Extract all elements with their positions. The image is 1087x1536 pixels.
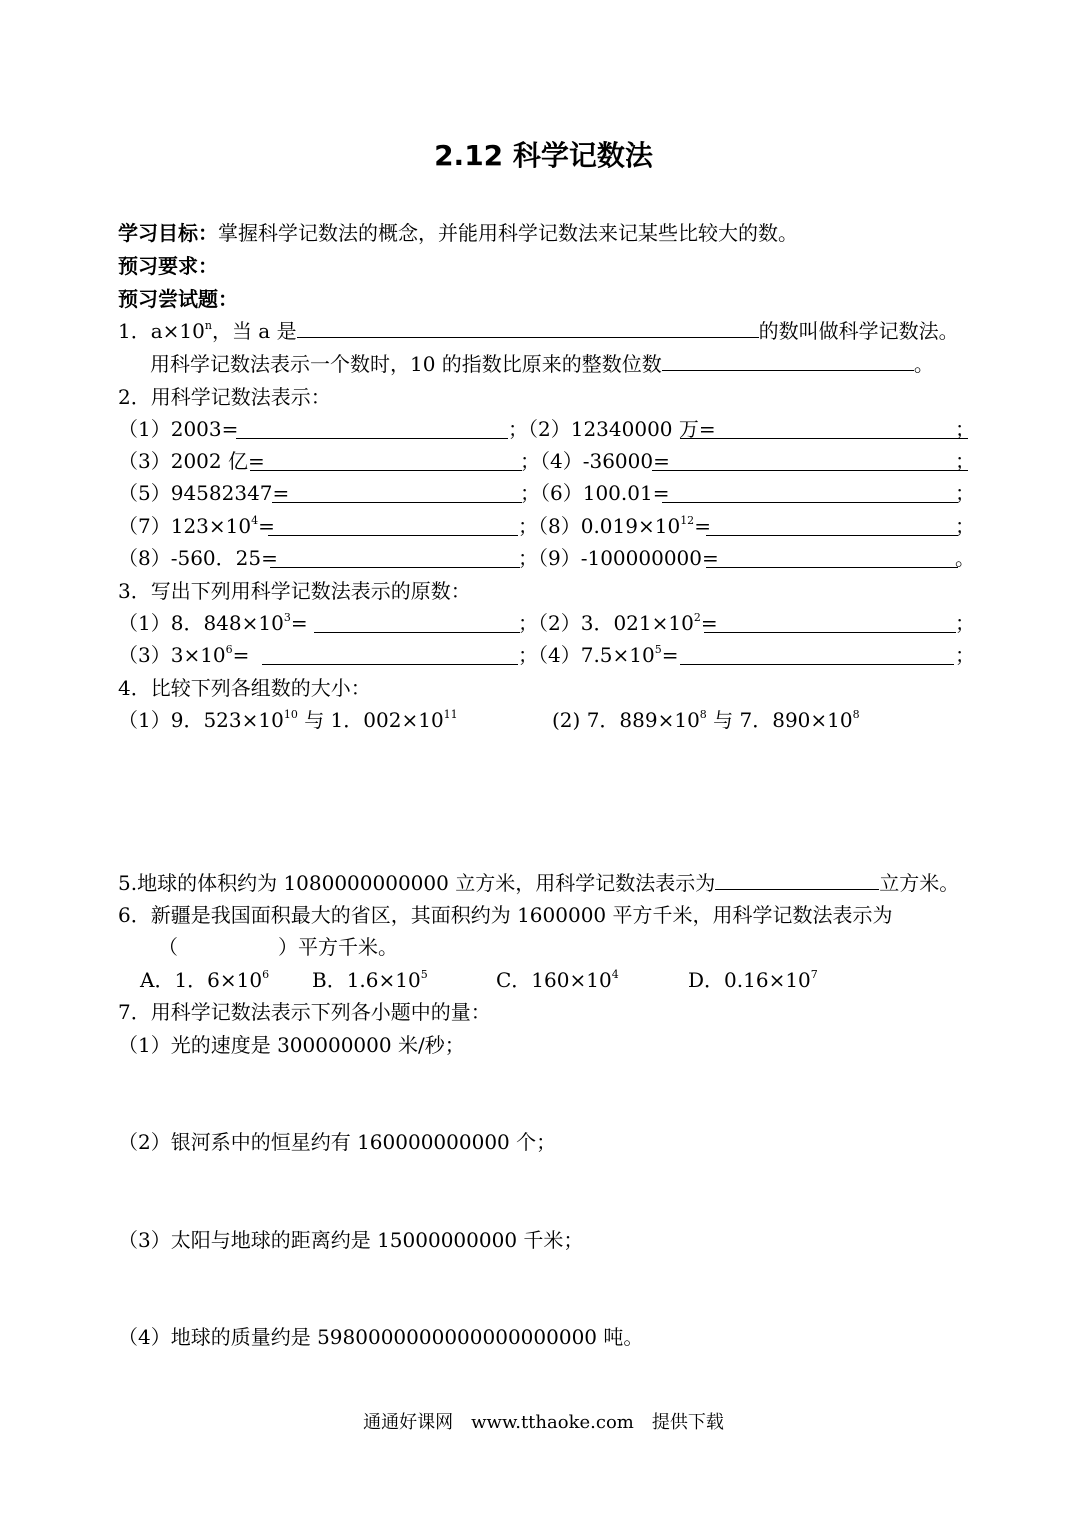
learning-objective — [118, 218, 798, 248]
question-2-row: （5）94582347= — [118, 481, 290, 505]
answer-blank[interactable] — [268, 515, 518, 536]
option-c[interactable]: C．$160\times 10^4$ — [496, 968, 619, 992]
answer-blank[interactable] — [680, 418, 968, 439]
objective-text: 掌握科学记数法的概念，并能用科学记数法来记某些比较大的数。 — [218, 221, 798, 245]
question-2-heading: 2．用科学记数法表示： — [118, 385, 331, 409]
answer-blank[interactable] — [250, 450, 522, 471]
requirements-label: 预习要求： — [118, 254, 218, 278]
punctuation: ； — [955, 449, 975, 473]
answer-blank[interactable] — [262, 644, 518, 665]
question-5: 5.地球的体积约为 1080000000000 立方米，用科学记数法表示为 立方米。 — [118, 871, 960, 895]
question-2-row-part: ；（6）100.01= — [520, 481, 670, 505]
question-2-row-part: ；$(8)0.019\times 10^{12}=$ — [518, 514, 711, 538]
answer-blank[interactable] — [704, 612, 956, 633]
question-7-part-2: （2）银河系中的恒星约有 160000000000 个； — [118, 1130, 557, 1154]
option-d[interactable]: D．$0.16\times 10^7$ — [688, 968, 818, 992]
answer-blank[interactable] — [706, 547, 958, 568]
question-2-row-part: ；（9）-100000000= — [518, 546, 719, 570]
answer-blank[interactable] — [270, 547, 520, 568]
answer-blank[interactable] — [652, 450, 968, 471]
punctuation: 。 — [955, 546, 975, 570]
question-4-part-2: (2) 7．$889\times 10^8$ 与 7．$890\times 10^8$ — [552, 708, 860, 732]
question-3-heading: 3．写出下列用科学记数法表示的原数： — [118, 579, 471, 603]
punctuation: ； — [955, 514, 975, 538]
question-3-row: （1）8．$848\times 10^3=$ — [118, 611, 308, 635]
question-7-part-4: （4）地球的质量约是 5980000000000000000000 吨。 — [118, 1325, 644, 1349]
answer-blank[interactable] — [680, 644, 954, 665]
question-4-part-1: （1）9．$523\times 10^{10}$ 与 1．$002\times 10^{11}$ — [118, 708, 458, 732]
question-1-line-2: 用科学记数法表示一个数时，10 的指数比原来的整数位数 。 — [150, 352, 934, 376]
answer-blank[interactable] — [706, 515, 958, 536]
page-footer: 通通好课网 www.tthaoke.com 提供下载 — [363, 1412, 724, 1433]
answer-blank[interactable] — [272, 482, 522, 503]
question-7-heading: 7．用科学记数法表示下列各小题中的量： — [118, 1000, 491, 1024]
answer-blank[interactable] — [236, 418, 508, 439]
question-2-row: $(7)123\times 10^4=$ — [118, 514, 275, 538]
answer-blank[interactable] — [662, 482, 958, 503]
answer-blank[interactable] — [662, 350, 914, 371]
question-2-row-part: ；（4）-36000= — [520, 449, 670, 473]
question-7-part-3: （3）太阳与地球的距离约是 15000000000 千米； — [118, 1228, 584, 1252]
punctuation: ； — [955, 417, 975, 441]
option-b[interactable]: B．$1.6\times 10^5$ — [312, 968, 428, 992]
punctuation: ； — [955, 611, 975, 635]
question-6-line-2: （ ）平方千米。 — [158, 935, 398, 959]
answer-blank[interactable] — [297, 317, 759, 338]
punctuation: ； — [955, 643, 975, 667]
option-a[interactable]: A．1．$6\times 10^6$ — [140, 968, 270, 992]
question-2-row: （3）2002 亿= — [118, 449, 265, 473]
question-6-line-1: 6．新疆是我国面积最大的省区，其面积约为 1600000 平方千米，用科学记数法表示为 — [118, 903, 893, 927]
question-2-row: （1）2003= — [118, 417, 239, 441]
question-3-row-part: ；$(4)7.5\times 10^5=$ — [518, 643, 679, 667]
question-7-part-1: （1）光的速度是 300000000 米/秒； — [118, 1033, 465, 1057]
question-2-row: （8）-560．25= — [118, 546, 278, 570]
objective-label: 学习目标： — [118, 221, 218, 245]
question-1-line-1: 1．$a\times 10^n$，当 a 是 的数叫做科学记数法。 — [118, 319, 959, 343]
trial-label: 预习尝试题： — [118, 287, 238, 311]
question-3-row: $(3)3\times 10^6=$ — [118, 643, 250, 667]
answer-blank[interactable] — [314, 612, 520, 633]
question-4-heading: 4．比较下列各组数的大小： — [118, 676, 371, 700]
answer-blank[interactable] — [715, 869, 879, 890]
question-2-row-part: ；（2）12340000 万= — [508, 417, 716, 441]
punctuation: ； — [955, 481, 975, 505]
question-3-row-part: ；（2）3．$021\times 10^2=$ — [518, 611, 718, 635]
page-title: 2.12 科学记数法 — [434, 139, 653, 172]
